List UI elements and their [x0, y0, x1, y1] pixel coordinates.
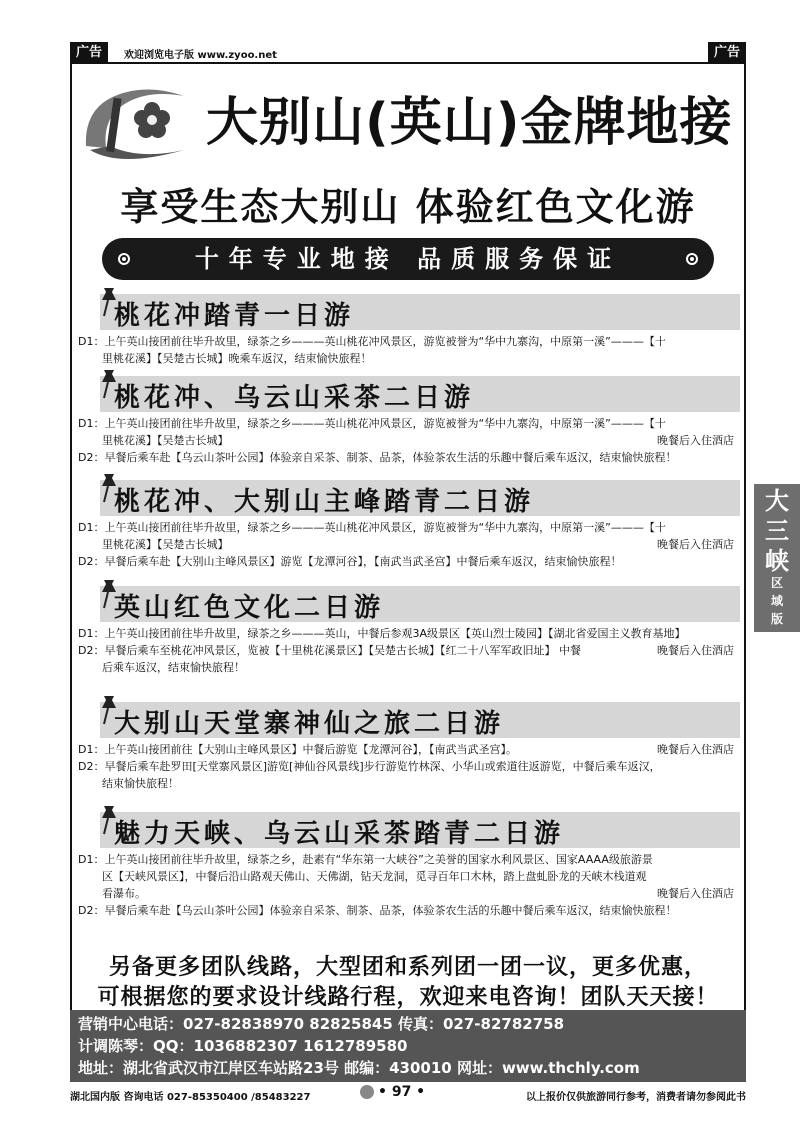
route-title: 大别山天堂寨神仙之旅二日游 [114, 709, 505, 739]
itinerary-note: 晚餐后入住酒店 [657, 644, 734, 657]
route-section [76, 480, 740, 570]
page-number-text: • 97 • [378, 1084, 426, 1100]
itinerary-text: D1：上午英山接团前往【大别山主峰风景区】中餐后游览【龙潭河谷】，【南武当武圣宫】。 [78, 743, 517, 756]
itinerary-line [76, 742, 740, 758]
itinerary-line [76, 660, 740, 676]
route-title: 桃花冲、大别山主峰踏青二日游 [114, 487, 535, 517]
itinerary-text: 看瀑布。 [102, 887, 146, 900]
side-tab-char: 大 [765, 486, 789, 515]
itinerary-note: 晚餐后入住酒店 [657, 434, 734, 447]
route-section [76, 586, 740, 676]
route-section [76, 702, 740, 792]
itinerary-line [76, 852, 740, 868]
promo-line: 另备更多团队线路，大型团和系列团一团一议，更多优惠， [108, 955, 707, 980]
promo-line: 可根据您的要求设计线路行程，欢迎来电咨询！团队天天接！ [97, 985, 719, 1010]
service-banner [102, 238, 714, 280]
route-title-bar [100, 294, 740, 330]
contact-qq: 计调陈琴：QQ：1036882307 1612789580 [78, 1037, 408, 1055]
itinerary-line [76, 626, 740, 642]
itinerary-line [76, 776, 740, 792]
footer-left: 湖北国内版 咨询电话 027-85350400 /85483227 [70, 1092, 311, 1103]
itinerary-text: 结束愉快旅程！ [102, 777, 179, 790]
itinerary-line [76, 450, 740, 466]
ad-tag-right: 广告 [708, 42, 746, 64]
ad-tag-left: 广告 [70, 42, 108, 64]
itinerary-text: D2：早餐后乘车赴罗田[天堂寨风景区]游览[神仙谷风景线]步行游览竹林深、小华山或索道往返游览，中餐后乘车返汉， [78, 760, 661, 773]
itinerary-line [76, 759, 740, 775]
side-tab-char: 三 [765, 516, 789, 545]
route-title: 桃花冲、乌云山采茶二日游 [114, 383, 475, 413]
side-tab-char: 峡 [765, 546, 789, 575]
main-title: 大别山(英山)金牌地接 [206, 93, 733, 153]
itinerary-text: D2：早餐后乘车赴【乌云山茶叶公园】体验亲自采茶、制茶、品茶，体验茶农生活的乐趣中餐后乘车返汉，结束愉快旅程！ [78, 904, 677, 917]
region-side-tab [754, 484, 800, 632]
itinerary-line [76, 869, 740, 885]
side-tab-char: 版 [770, 612, 783, 626]
top-bar [70, 42, 746, 62]
company-logo-icon [80, 76, 190, 166]
page-badge-icon [360, 1085, 374, 1099]
slogan: 享受生态大别山 体验红色文化游 [120, 184, 696, 229]
route-section [76, 812, 740, 919]
itinerary-line [76, 351, 740, 367]
banner-text: 十年专业地接 品质服务保证 [194, 245, 622, 273]
itinerary-line [76, 537, 740, 553]
route-title-bar [100, 702, 740, 738]
itinerary-text: D1：上午英山接团前往毕升故里，绿茶之乡———英山，中餐后参观3A级景区【英山烈士陵园】【湖北省爱国主义教育基地】 [78, 627, 686, 640]
itinerary-text: D1：上午英山接团前往毕升故里，绿茶之乡———英山桃花冲风景区，游览被誉为“华中九寨沟，中原第一溪”———【十 [78, 417, 666, 430]
footer [70, 1084, 746, 1104]
route-section [76, 376, 740, 466]
itinerary-line [76, 643, 740, 659]
itinerary-note: 晚餐后入住酒店 [657, 887, 734, 900]
itinerary-line [76, 554, 740, 570]
contact-block [70, 1010, 746, 1082]
route-section [76, 294, 740, 367]
route-title: 英山红色文化二日游 [114, 593, 385, 623]
route-title: 魅力天峡、乌云山采茶踏青二日游 [114, 819, 565, 849]
bullet-icon [686, 253, 698, 265]
side-tab-char: 域 [770, 594, 783, 608]
route-title-bar [100, 480, 740, 516]
route-title-bar [100, 376, 740, 412]
itinerary-line [76, 433, 740, 449]
welcome-text: 欢迎浏览电子版 www.zyoo.net [124, 50, 277, 61]
itinerary-text: 里桃花溪】【吴楚古长城】 [102, 434, 229, 447]
itinerary-line [76, 903, 740, 919]
bullet-icon [118, 253, 130, 265]
itinerary-text: 后乘车返汉，结束愉快旅程！ [102, 661, 245, 674]
route-title-bar [100, 812, 740, 848]
itinerary-text: D2：早餐后乘车赴【乌云山茶叶公园】体验亲自采茶、制茶、品茶，体验茶农生活的乐趣中餐后乘车返汉，结束愉快旅程！ [78, 451, 677, 464]
header [76, 70, 740, 170]
itinerary-text: 区【天峡风景区】，中餐后沿山路观天佛山、天佛湖，钻天龙洞，觅寻百年口木林，踏上盘虬卧龙的天峡木栈道观 [102, 870, 647, 883]
itinerary-text: D1：上午英山接团前往毕升故里，绿茶之乡———英山桃花冲风景区，游览被誉为“华中九寨沟，中原第一溪”———【十 [78, 521, 666, 534]
itinerary-line [76, 520, 740, 536]
itinerary-text: D1：上午英山接团前往毕升故里，绿茶之乡，赴素有“华东第一大峡谷”之美誉的国家水利风景区、国家AAAA级旅游景 [78, 853, 653, 866]
itinerary-line [76, 416, 740, 432]
route-title: 桃花冲踏青一日游 [114, 301, 355, 331]
itinerary-text: D1：上午英山接团前往毕升故里，绿茶之乡———英山桃花冲风景区，游览被誉为“华中九寨沟，中原第一溪”———【十 [78, 335, 666, 348]
itinerary-text: D2：早餐后乘车赴【大别山主峰风景区】游览【龙潭河谷】，【南武当武圣宫】中餐后乘车返汉，结束愉快旅程！ [78, 555, 622, 568]
itinerary-line [76, 886, 740, 902]
itinerary-text: 里桃花溪】【吴楚古长城】 [102, 538, 229, 551]
side-tab-char: 区 [770, 576, 783, 590]
itinerary-text: 里桃花溪】【吴楚古长城】晚乘车返汉，结束愉快旅程！ [102, 352, 372, 365]
route-title-bar [100, 586, 740, 622]
itinerary-text: D2：早餐后乘车至桃花冲风景区，览被【十里桃花溪景区】【吴楚古长城】【红二十八军军政旧址】 中餐 [78, 644, 581, 657]
itinerary-note: 晚餐后入住酒店 [657, 538, 734, 551]
itinerary-note: 晚餐后入住酒店 [657, 743, 734, 756]
contact-address: 地址：湖北省武汉市江岸区车站路23号 邮编：430010 网址：www.thchly.com [78, 1059, 640, 1077]
contact-phone: 营销中心电话：027-82838970 82825845 传真：027-82782758 [78, 1015, 565, 1033]
footer-right: 以上报价仅供旅游同行参考，消费者请勿参阅此书 [526, 1092, 746, 1103]
page-number [360, 1084, 425, 1100]
itinerary-line [76, 334, 740, 350]
